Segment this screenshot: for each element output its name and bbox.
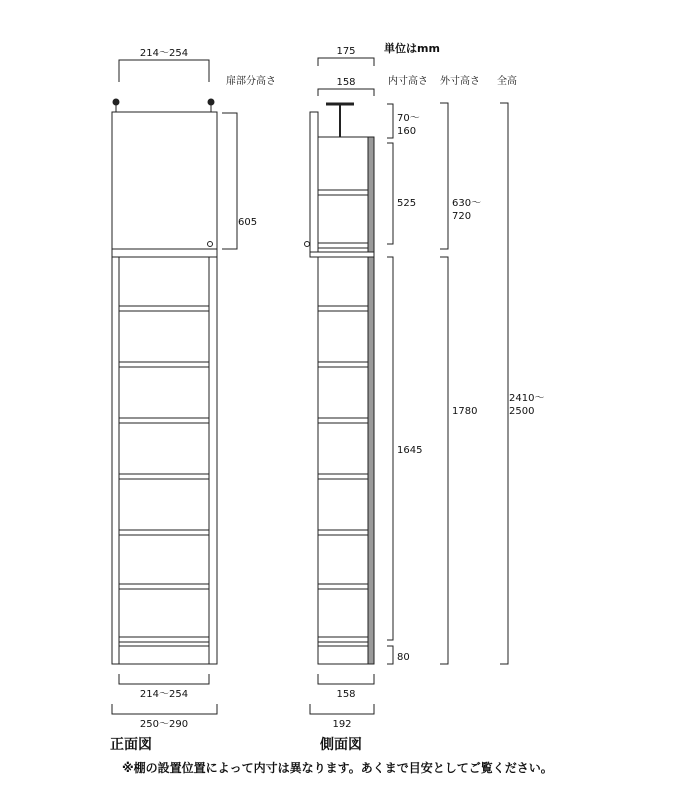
- front-pole-cap-left: [113, 99, 119, 105]
- front-shelf: [119, 306, 209, 311]
- side-plinth-bracket: [387, 646, 393, 664]
- side-lower-back: [368, 257, 374, 664]
- side-view: [305, 58, 509, 714]
- side-top-outer: 175: [336, 46, 356, 57]
- side-shelf: [318, 584, 368, 589]
- front-shelf: [119, 637, 209, 642]
- front-top-width-line: [119, 60, 209, 82]
- side-upper-outer-bracket: [440, 103, 448, 249]
- side-door-panel: [310, 112, 318, 252]
- side-lower-inner-bracket: [387, 257, 393, 640]
- side-shelf: [318, 190, 368, 195]
- side-upper-back: [368, 137, 374, 252]
- side-shelf: [318, 637, 368, 642]
- inner-height-header: 内寸高さ: [388, 76, 428, 87]
- side-top-gap-bracket: [387, 104, 393, 138]
- front-mid-band: [112, 249, 217, 257]
- side-top-outer-line: [318, 58, 374, 66]
- side-door-knob: [305, 242, 310, 247]
- side-shelf: [318, 418, 368, 423]
- side-plinth: 80: [397, 652, 410, 663]
- front-shelf: [119, 584, 209, 589]
- outer-height-header: 外寸高さ: [440, 76, 480, 87]
- front-shelf: [119, 362, 209, 367]
- front-view: [112, 60, 237, 714]
- side-total-line1: 2410〜: [509, 393, 545, 404]
- side-bottom-inner-line: [318, 674, 374, 684]
- side-top-gap-line1: 70〜: [397, 113, 420, 124]
- side-lower-body: [318, 257, 374, 664]
- front-shelf: [119, 530, 209, 535]
- side-lower-outer: 1780: [452, 406, 478, 417]
- side-bottom-outer: 192: [332, 719, 352, 730]
- side-total-bracket: [500, 103, 508, 664]
- front-outer-width-line: [112, 704, 217, 714]
- note-text: ※棚の設置位置によって内寸は異なります。あくまで目安としてご覧ください。: [122, 761, 553, 775]
- front-lower-inner: [119, 257, 209, 664]
- front-outer-width: 250〜290: [139, 719, 189, 730]
- side-lower-inner: 1645: [397, 445, 423, 456]
- side-bottom-outer-line: [310, 704, 374, 714]
- side-shelf: [318, 243, 368, 248]
- side-total-line2: 2500: [509, 406, 535, 417]
- front-shelf: [119, 418, 209, 423]
- side-shelf: [318, 474, 368, 479]
- door-height-header: 扉部分高さ: [226, 76, 276, 87]
- side-top-gap-line2: 160: [397, 126, 417, 137]
- front-inner-width-line: [119, 674, 209, 684]
- side-mid-band: [310, 252, 374, 257]
- side-upper-outer-line2: 720: [452, 211, 472, 222]
- side-upper-inner: 525: [397, 198, 417, 209]
- front-door-height: 605: [238, 217, 258, 228]
- side-shelf: [318, 306, 368, 311]
- front-shelf: [119, 474, 209, 479]
- front-door-height-bracket: [222, 113, 237, 249]
- side-shelf: [318, 362, 368, 367]
- units-label: 単位はmm: [384, 42, 440, 55]
- side-upper-outer-line1: 630〜: [452, 198, 482, 209]
- side-bottom-inner: 158: [336, 689, 356, 700]
- front-top-width: 214〜254: [139, 48, 189, 59]
- front-door-knob: [208, 242, 213, 247]
- side-caption: 側面図: [320, 737, 362, 753]
- front-inner-width: 214〜254: [139, 689, 189, 700]
- side-top-inner-line: [318, 89, 374, 96]
- front-upper-door: [112, 112, 217, 249]
- front-pole-cap-right: [208, 99, 214, 105]
- front-lower-body: [112, 257, 217, 664]
- front-caption: 正面図: [110, 737, 152, 753]
- total-height-header: 全高: [497, 76, 517, 87]
- side-lower-outer-bracket: [440, 257, 448, 664]
- side-shelf: [318, 530, 368, 535]
- side-upper-inner-bracket: [387, 143, 393, 244]
- side-top-inner: 158: [336, 77, 356, 88]
